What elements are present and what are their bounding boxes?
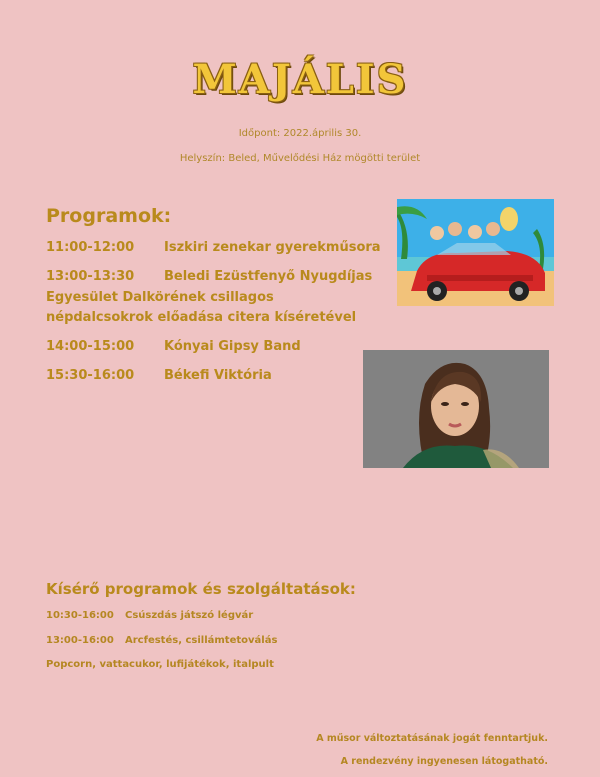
extra-time: 10:30-16:00: [46, 610, 114, 621]
event-location: Helyszín: Beled, Művelődési Ház mögötti terület: [179, 153, 421, 164]
program-time: 13:00-13:30: [46, 269, 135, 284]
extra-item: [46, 610, 253, 621]
band-photo: [397, 199, 554, 306]
extras-heading: Kísérő programok és szolgáltatások:: [46, 580, 356, 598]
footer-note-free-entry: A rendezvény ingyenesen látogatható.: [340, 756, 548, 767]
event-time: Időpont: 2022.április 30.: [238, 128, 362, 139]
program-time: 15:30-16:00: [46, 368, 135, 383]
programs-heading: Programok:: [46, 205, 172, 227]
program-item: [46, 339, 301, 354]
extra-text: Arcfestés, csillámtetoválás: [125, 635, 278, 646]
performer-photo: [363, 350, 549, 468]
extra-time: 13:00-16:00: [46, 635, 114, 646]
extra-misc: Popcorn, vattacukor, lufijátékok, italpult: [46, 659, 274, 670]
program-time: 11:00-12:00: [46, 240, 135, 255]
program-time: 14:00-15:00: [46, 339, 135, 354]
extra-item: [46, 635, 277, 646]
program-text: Békefi Viktória: [164, 368, 272, 383]
program-item: [46, 240, 381, 255]
program-text: Kónyai Gipsy Band: [164, 339, 301, 354]
program-text-continuation: Egyesület Dalkörének csillagos népdalcsokrok előadása citera kíséretével: [46, 290, 357, 325]
page-title: MAJÁLIS: [192, 56, 408, 103]
program-item: [46, 368, 272, 383]
program-item: [46, 269, 372, 284]
program-text: Iszkiri zenekar gyerekműsora: [164, 240, 381, 255]
program-text: Beledi Ezüstfenyő Nyugdíjas: [164, 269, 373, 284]
extra-text: Csúszdás játszó légvár: [125, 610, 254, 621]
footer-note-rights: A műsor változtatásának jogát fenntartjuk.: [316, 733, 548, 744]
